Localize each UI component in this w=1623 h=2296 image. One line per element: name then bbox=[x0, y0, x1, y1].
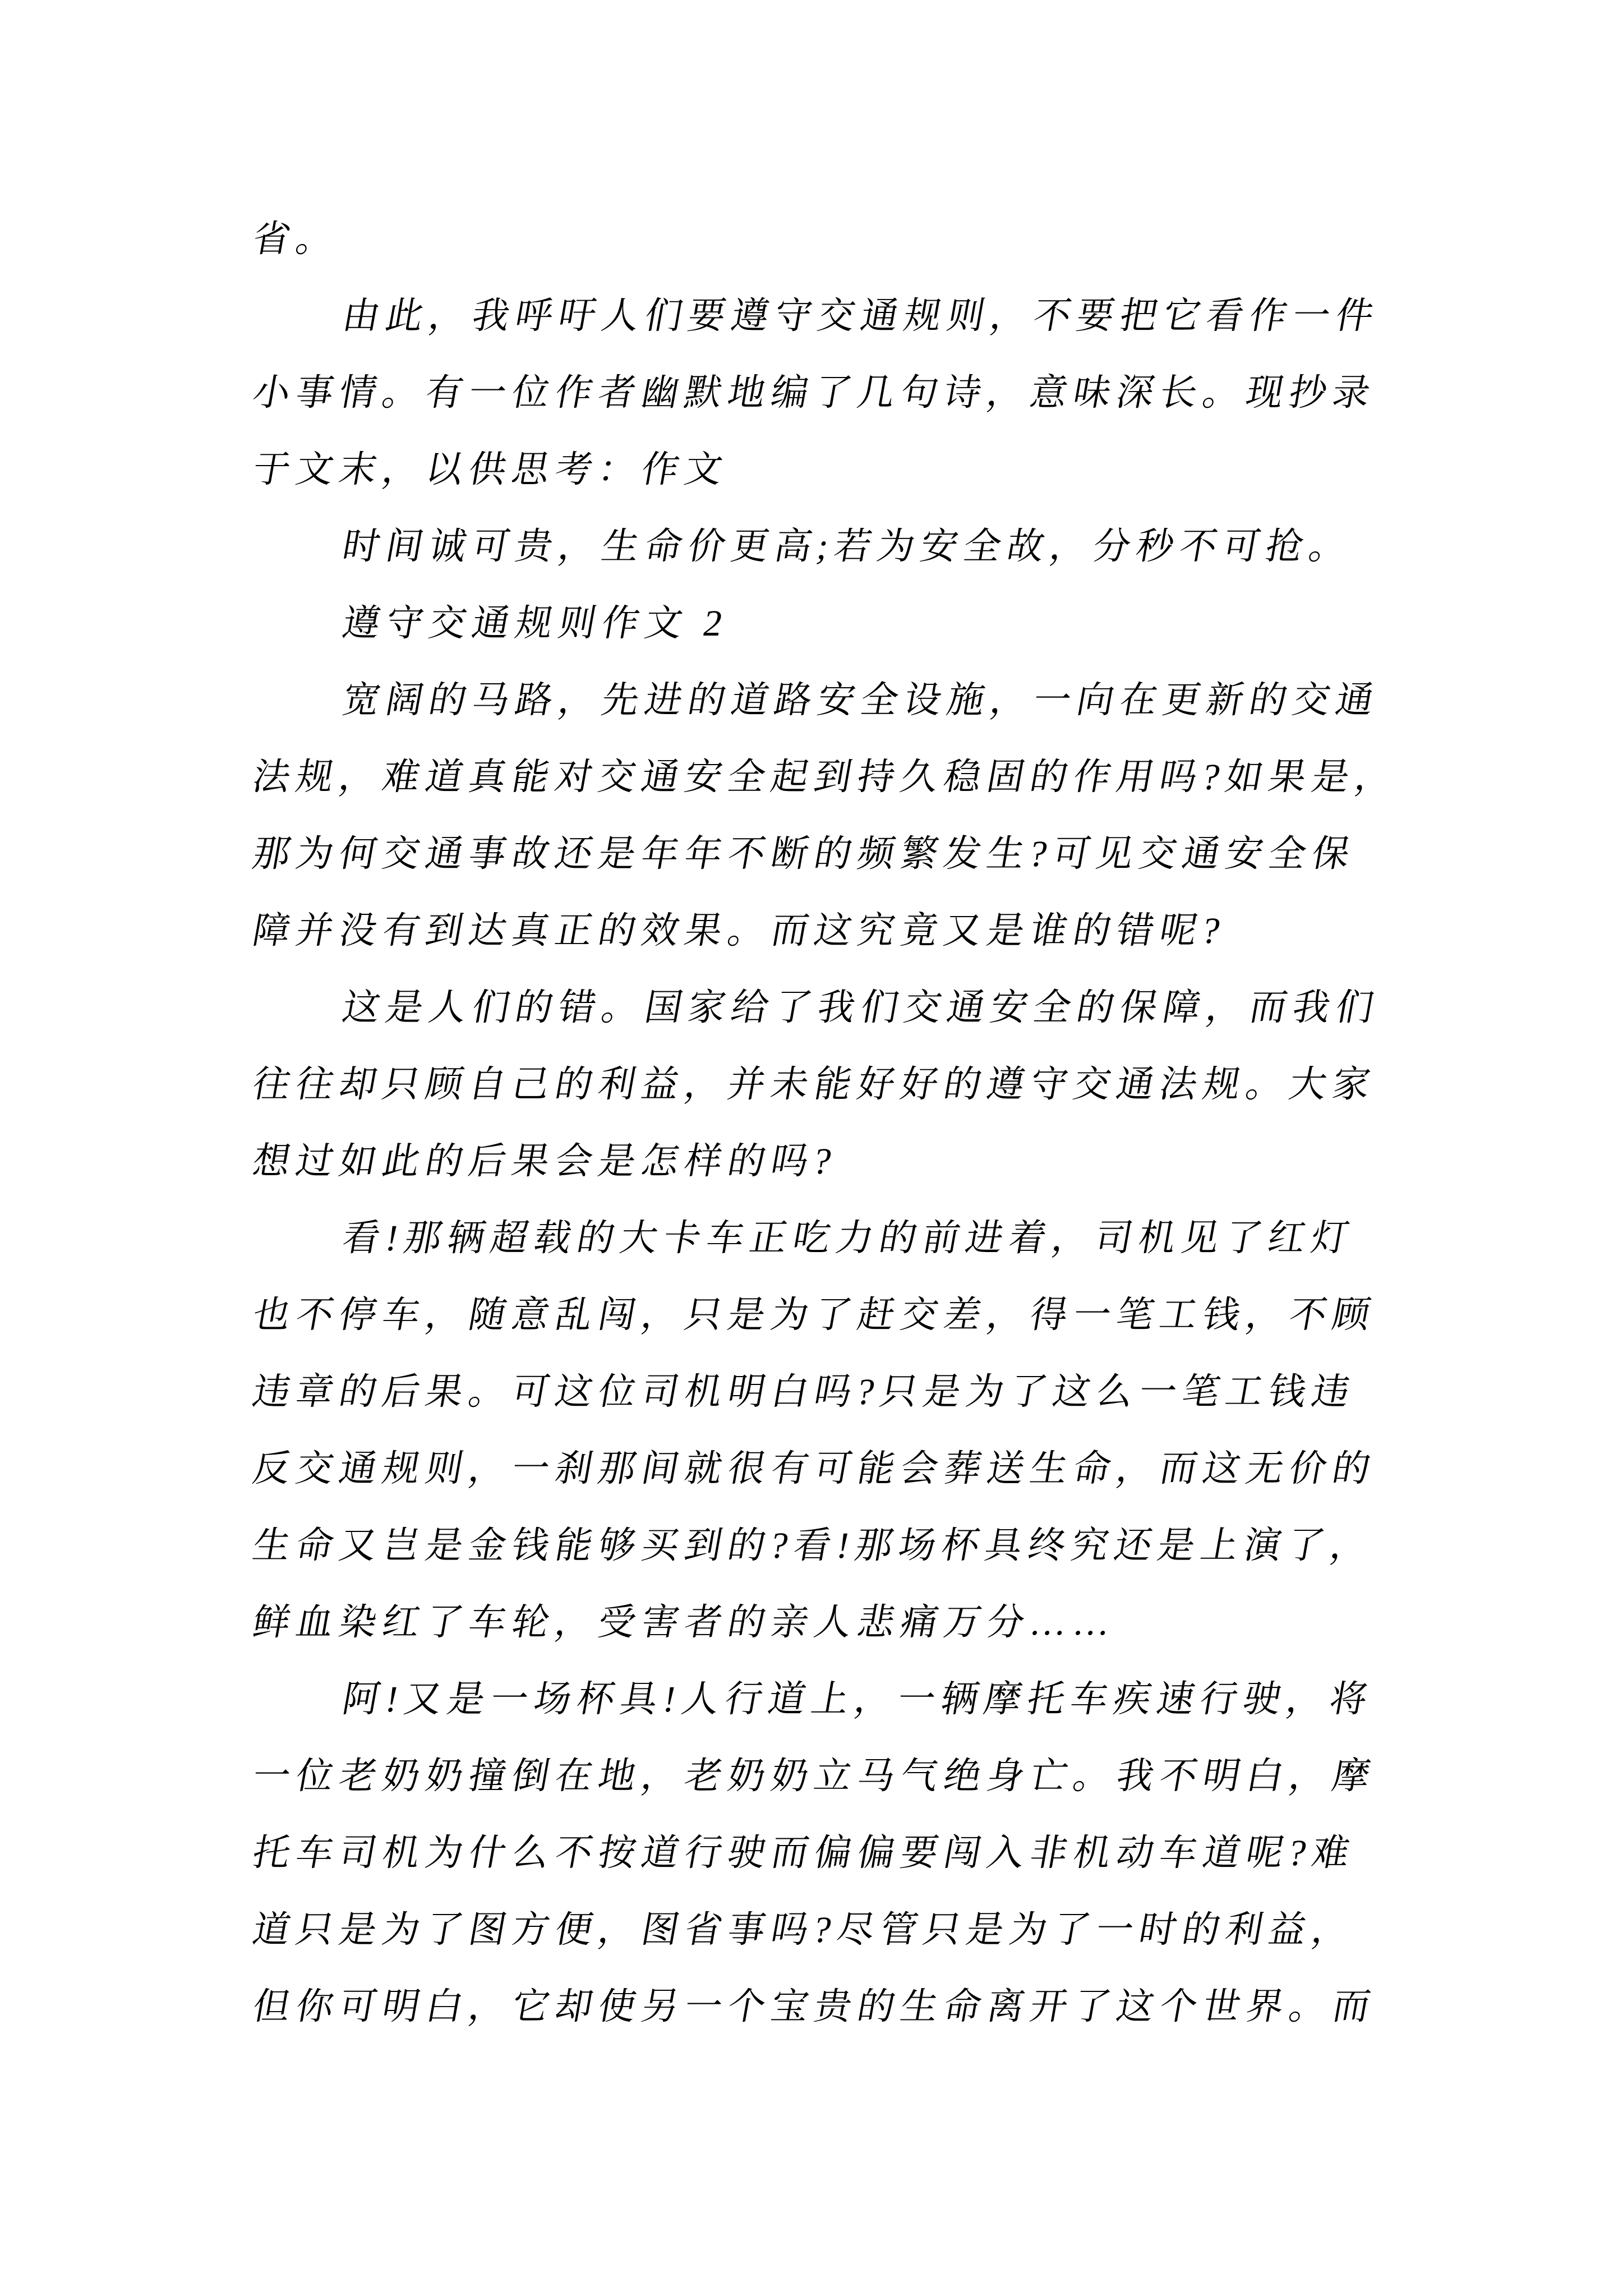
document-body bbox=[248, 201, 1403, 2045]
text-line: 这是人们的错。国家给了我们交通安全的保障，而我们 bbox=[339, 987, 1383, 1028]
text-line: 往往却只顾自己的利益，并未能好好的遵守交通法规。大家 bbox=[250, 1064, 1380, 1105]
text-line: 小事情。有一位作者幽默地编了几句诗，意味深长。现抄录 bbox=[250, 372, 1380, 413]
text-line: 那为何交通事故还是年年不断的频繁发生?可见交通安全保 bbox=[250, 834, 1359, 875]
text-line: 障并没有到达真正的效果。而这究竟又是谁的错呢? bbox=[250, 910, 1230, 951]
text-line: 阿!又是一场杯具!人行道上，一辆摩托车疾速行驶，将 bbox=[339, 1679, 1377, 1720]
text-line: 由此，我呼吁人们要遵守交通规则，不要把它看作一件 bbox=[339, 296, 1383, 337]
text-line: 遵守交通规则作文 2 bbox=[339, 603, 732, 644]
text-line: 宽阔的马路，先进的道路安全设施，一向在更新的交通 bbox=[339, 680, 1383, 721]
text-line: 托车司机为什么不按道行驶而偏偏要闯入非机动车道呢?难 bbox=[250, 1833, 1359, 1874]
text-line: 违章的后果。可这位司机明白吗?只是为了这么一笔工钱违 bbox=[250, 1372, 1359, 1412]
text-line: 生命又岂是金钱能够买到的?看!那场杯具终究还是上演了， bbox=[250, 1525, 1378, 1566]
text-line: 反交通规则，一刹那间就很有可能会葬送生命，而这无价的 bbox=[250, 1448, 1380, 1489]
text-line: 鲜血染红了车轮，受害者的亲人悲痛万分…… bbox=[250, 1602, 1121, 1643]
text-line: 道只是为了图方便，图省事吗?尽管只是为了一时的利益， bbox=[250, 1910, 1359, 1950]
text-line: 法规，难道真能对交通安全起到持久稳固的作用吗?如果是， bbox=[250, 757, 1403, 798]
text-line: 于文末，以供思考：作文 bbox=[250, 449, 732, 490]
text-line: 省。 bbox=[250, 219, 343, 260]
text-line: 想过如此的后果会是怎样的吗? bbox=[250, 1141, 841, 1182]
text-line: 看!那辆超载的大卡车正吃力的前进着，司机见了红灯 bbox=[339, 1218, 1358, 1259]
text-line: 一位老奶奶撞倒在地，老奶奶立马气绝身亡。我不明白，摩 bbox=[250, 1756, 1380, 1797]
text-line: 但你可明白，它却使另一个宝贵的生命离开了这个世界。而 bbox=[250, 1986, 1380, 2027]
text-line: 也不停车，随意乱闯，只是为了赶交差，得一笔工钱，不顾 bbox=[250, 1295, 1380, 1336]
text-line: 时间诚可贵，生命价更高;若为安全故，分秒不可抢。 bbox=[339, 526, 1357, 567]
